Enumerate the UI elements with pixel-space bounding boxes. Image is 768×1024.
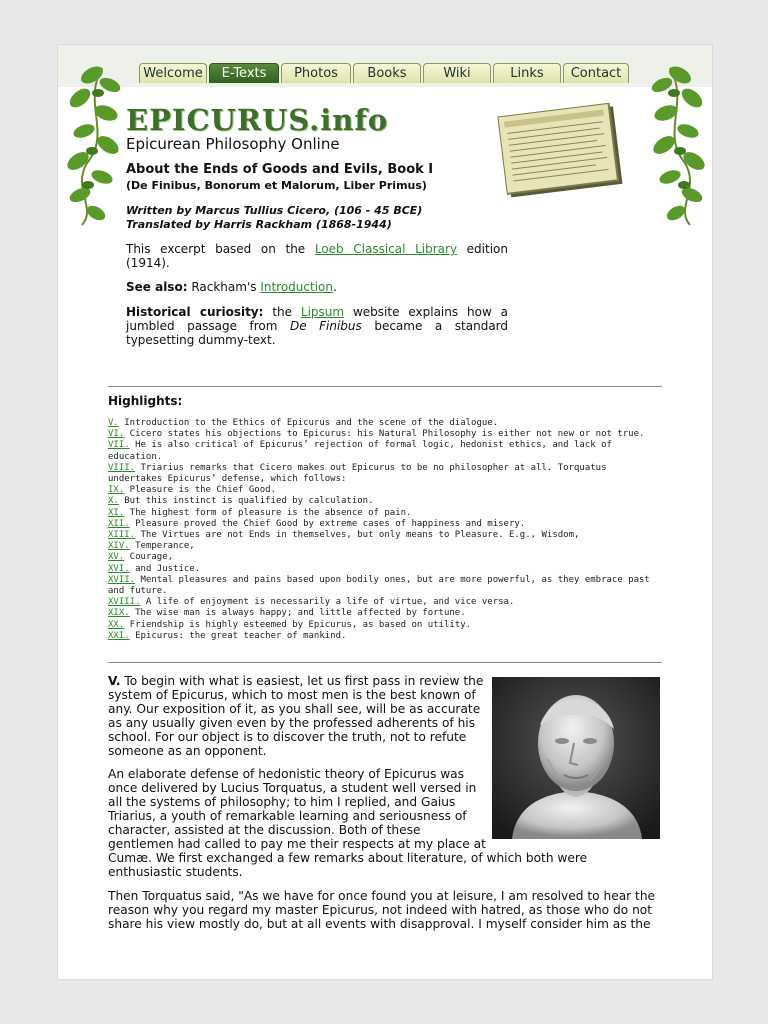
highlight-section-link[interactable]: XV. (108, 552, 125, 563)
nav-tab-bar (58, 45, 712, 87)
vine-left-decoration (62, 63, 132, 228)
excerpt-text: This excerpt based on the (126, 242, 315, 256)
book-cover-image (497, 102, 624, 200)
highlights-list (108, 418, 664, 642)
highlight-section-link[interactable]: XX. (108, 619, 125, 630)
highlight-item (108, 519, 664, 530)
highlight-item (108, 418, 664, 429)
highlight-item (108, 440, 664, 462)
curiosity-text-end: became a standard typesetting dummy-text. (126, 319, 509, 347)
page-title: About the Ends of Goods and Evils, Book I (126, 162, 434, 177)
translator-line: Translated by Harris Rackham (1868-1944) (126, 218, 392, 231)
highlight-text: The wise man is always happy; and little affected by fortune. (129, 608, 466, 619)
tab-photos[interactable]: Photos (281, 63, 351, 83)
introduction-link[interactable]: Introduction (260, 280, 333, 294)
see-also-label: See also: (126, 280, 188, 294)
highlight-text: Mental pleasures and pains based upon bodily ones, but are more powerful, as they embrace past and future. (108, 574, 650, 597)
highlight-text: Friendship is highly esteemed by Epicurus, as based on utility. (124, 619, 472, 630)
vine-right-decoration (640, 63, 710, 228)
curiosity-text-mid: website explains how a jumbled passage from (126, 305, 509, 333)
paragraph-3: Then Torquatus said, "As we have for once found you at leisure, I am resolved to hear the reason why you regard my master Epicurus, not indeed with hatred, as those who do not share his view mostly do, but at all events with disapproval. I myself consider him as the (108, 888, 656, 931)
site-tagline: Epicurean Philosophy Online (126, 135, 340, 153)
highlight-section-link[interactable]: IX. (108, 485, 125, 496)
highlight-section-link[interactable]: XVIII. (108, 597, 141, 608)
highlight-item (108, 597, 664, 608)
highlight-text: Pleasure is the Chief Good. (124, 485, 276, 496)
highlight-text: A life of enjoyment is necessarily a life of virtue, and vice versa. (140, 597, 515, 608)
highlight-text: Epicurus: the great teacher of mankind. (129, 630, 347, 641)
highlight-item (108, 530, 664, 541)
highlight-section-link[interactable]: X. (108, 496, 119, 507)
tab-welcome[interactable]: Welcome (139, 63, 207, 83)
cicero-bust-image (492, 677, 660, 839)
divider-top (108, 386, 662, 387)
highlight-text: Pleasure proved the Chief Good by extreme cases of happiness and misery. (129, 518, 526, 529)
tab-wiki[interactable]: Wiki (423, 63, 491, 83)
highlight-item (108, 564, 664, 575)
section-number-v: V. (108, 674, 121, 688)
highlight-item (108, 541, 664, 552)
paragraph-v-text: To begin with what is easiest, let us first pass in review the system of Epicurus, which to most men is the best known of any. Our exposition of it, as you shall see, will be as accurate as any usually given even by the professed adherents of his school. For our object is to discover the truth, not to refute someone as an opponent. (108, 674, 484, 758)
highlight-text: But this instinct is qualified by calculation. (118, 496, 374, 507)
highlight-text: Triarius remarks that Cicero makes out Epicurus to be no philosopher at all. Torquatus undertakes Epicurus’ defense, which follows: (108, 462, 607, 485)
highlight-item (108, 463, 664, 485)
page-container (57, 44, 713, 980)
highlight-item (108, 429, 664, 440)
de-finibus-italic: De Finibus (289, 319, 362, 333)
highlight-section-link[interactable]: XIV. (108, 541, 130, 552)
highlight-text: Temperance, (129, 541, 195, 552)
tab-books[interactable]: Books (353, 63, 421, 83)
highlight-section-link[interactable]: XVII. (108, 574, 136, 585)
loeb-library-link[interactable]: Loeb Classical Library (314, 242, 458, 256)
highlight-item (108, 631, 664, 642)
highlight-item (108, 575, 664, 597)
highlight-text: Courage, (124, 552, 174, 563)
author-line: Written by Marcus Tullius Cicero, (106 - 45 BCE) (126, 204, 423, 217)
highlight-item (108, 552, 664, 563)
divider-bottom (108, 662, 662, 663)
highlight-item (108, 620, 664, 631)
highlight-section-link[interactable]: XII. (108, 518, 130, 529)
highlight-item (108, 508, 664, 519)
see-also-note (126, 280, 508, 294)
highlight-section-link[interactable]: VII. (108, 440, 130, 451)
highlight-section-link[interactable]: XVI. (108, 563, 130, 574)
highlight-text: and Justice. (129, 563, 201, 574)
highlight-section-link[interactable]: XI. (108, 507, 125, 518)
curiosity-text: the (263, 305, 301, 319)
page-subtitle: (De Finibus, Bonorum et Malorum, Liber Primus) (126, 179, 427, 192)
highlight-section-link[interactable]: XIX. (108, 608, 130, 619)
historical-curiosity-note (126, 305, 508, 347)
highlight-text: Cicero states his objections to Epicurus: his Natural Philosophy is either not new or not true. (124, 429, 645, 440)
highlight-text: The Virtues are not Ends in themselves, but only means to Pleasure. E.g., Wisdom, (135, 530, 580, 541)
paragraph-2: An elaborate defense of hedonistic theory of Epicurus was once delivered by Lucius Torquatus, a student well versed in all the systems of philosophy; to him I replied, and Gaius Triarius, a youth of remarkable learning and seriousness of character, assisted at the discussion. Both of these gentlemen had called to pay me their respects at my place at Cumæ. We first exchanged a few remarks about literature, of which both were enthusiastic students. (108, 767, 588, 879)
highlight-item (108, 608, 664, 619)
highlight-section-link[interactable]: V. (108, 418, 119, 428)
see-also-end: . (332, 280, 337, 294)
highlight-text: He is also critical of Epicurus’ rejection of formal logic, hedonist ethics, and lack of education. (108, 440, 612, 462)
tab-links[interactable]: Links (493, 63, 561, 83)
highlight-text: The highest form of pleasure is the absence of pain. (124, 507, 412, 518)
tab-contact[interactable]: Contact (563, 63, 629, 83)
highlight-section-link[interactable]: VI. (108, 429, 125, 440)
highlights-heading: Highlights: (108, 394, 183, 408)
lipsum-link[interactable]: Lipsum (300, 305, 345, 319)
highlight-section-link[interactable]: XIII. (108, 530, 136, 541)
highlight-item (108, 496, 664, 507)
curiosity-label: Historical curiosity: (126, 305, 264, 319)
see-also-text: Rackham's (187, 280, 261, 294)
highlight-text: Introduction to the Ethics of Epicurus and the scene of the dialogue. (118, 418, 499, 428)
highlight-section-link[interactable]: XXI. (108, 630, 130, 641)
excerpt-note (126, 242, 508, 270)
highlight-item (108, 485, 664, 496)
highlight-section-link[interactable]: VIII. (108, 462, 136, 473)
site-logo[interactable]: EPICURUS.info (126, 103, 389, 137)
tab-e-texts[interactable]: E-Texts (209, 63, 279, 83)
excerpt-text-end: edition (1914). (126, 242, 508, 270)
